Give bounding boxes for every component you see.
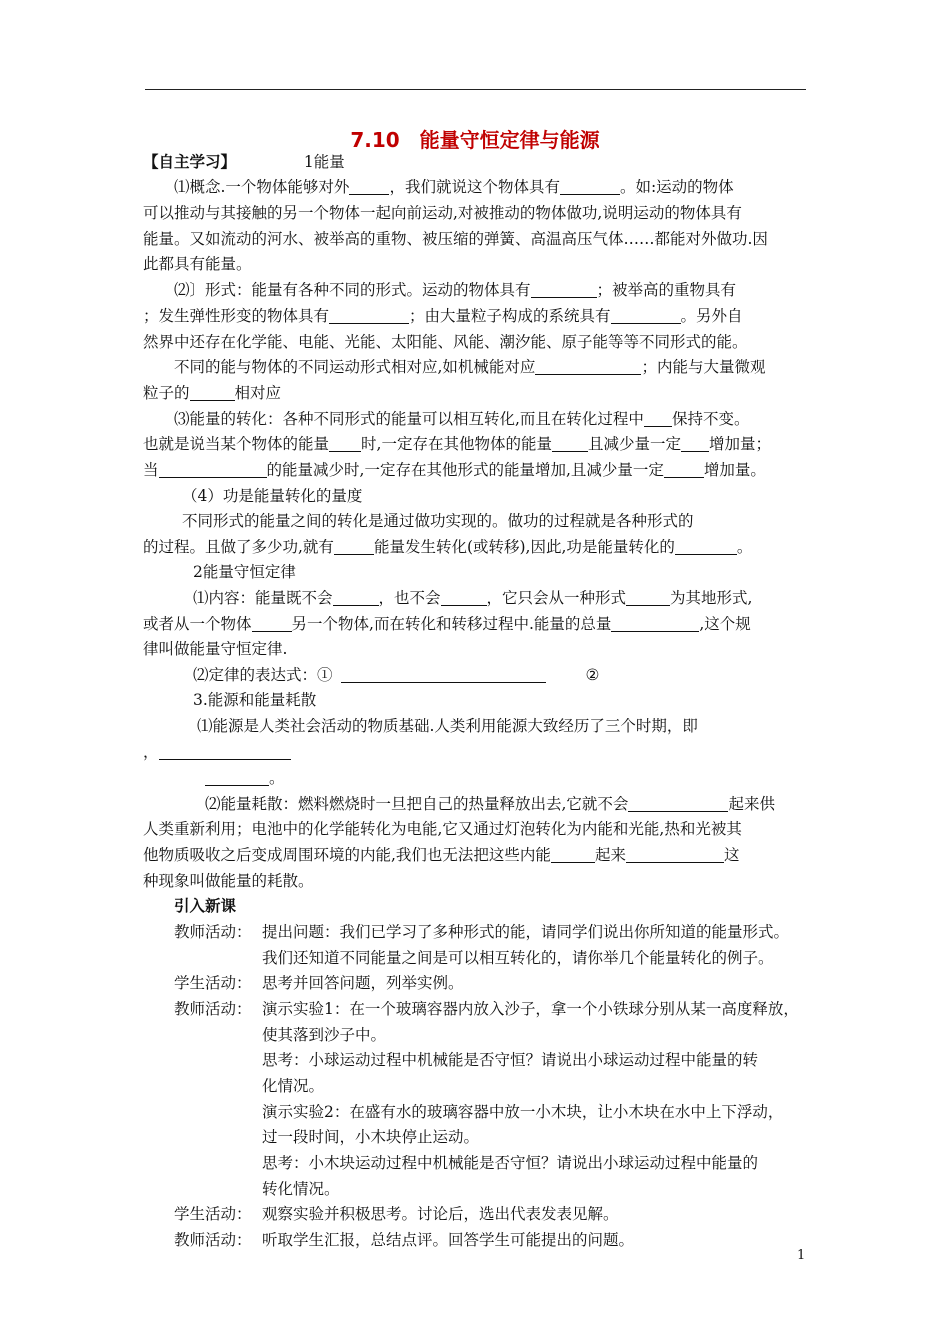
header-rule [145,89,806,90]
text-line: 学生活动： 思考并回答问题，列举实例。 [174,974,464,992]
text-line: 人类重新利用；电池中的化学能转化为电能,它又通过灯泡转化为内能和光能,热和光被其 [143,820,742,838]
text-line: 使其落到沙子中。 [262,1026,387,1044]
fill-blank[interactable] [329,437,361,452]
text-line: 的过程。且做了多少功,就有 能量发生转化(或转移),因此,功是能量转化的 。 [143,538,753,556]
fill-blank[interactable] [190,386,235,401]
text-line: 学生活动： 观察实验并积极思考。讨论后，选出代表发表见解。 [174,1205,619,1223]
text-line: 过一段时间，小木块停止运动。 [262,1128,480,1146]
text-line: 也就是说当某个物体的能量 时,一定存在其他物体的能量 且减少量一定 增加量； [143,435,771,453]
fill-blank[interactable] [333,591,379,606]
text-line: 教师活动： 提出问题：我们已学习了多种形式的能，请同学们说出你所知道的能量形式。 [174,923,790,941]
text-line: 不同形式的能量之间的转化是通过做功实现的。做功的过程就是各种形式的 [182,512,694,530]
text-line: 能量。又如流动的河水、被举高的重物、被压缩的弹簧、高温高压气体……都能对外做功.因 [143,230,768,248]
text-line: 3.能源和能量耗散 [193,691,317,709]
fill-blank[interactable] [644,412,672,427]
text-line [143,151,345,173]
fill-blank[interactable] [626,848,724,863]
page-title: 7.10 能量守恒定律与能源 [350,128,600,152]
fill-blank[interactable] [675,540,737,555]
fill-blank[interactable] [551,848,595,863]
text-line: ；发生弹性形变的物体具有 ；由大量粒子构成的系统具有 。另外自 [143,307,743,325]
text-line: 种现象叫做能量的耗散。 [143,872,314,890]
fill-blank[interactable] [334,540,374,555]
fill-blank[interactable] [159,463,267,478]
text-line: 不同的能与物体的不同运动形式相对应,如机械能对应 ；内能与大量微观 [174,358,766,376]
fill-blank[interactable] [535,360,641,375]
text-line: 思考：小球运动过程中机械能是否守恒？请说出小球运动过程中能量的转 [262,1051,759,1069]
text-line: ⑵〕形式：能量有各种不同的形式。运动的物体具有 ；被举高的重物具有 [174,281,737,299]
text-line: ⑶能量的转化：各种不同形式的能量可以相互转化,而且在转化过程中 保持不变。 [174,410,750,428]
text-line: 他物质吸收之后变成周围环境的内能,我们也无法把这些内能 起来 这 [143,846,740,864]
fill-blank[interactable] [441,591,487,606]
text-line: 我们还知道不同能量之间是可以相互转化的，请你举几个能量转化的例子。 [262,949,774,967]
fill-blank[interactable] [626,591,670,606]
text-line: 此都具有能量。 [143,255,252,273]
fill-blank[interactable] [628,797,728,812]
text-line: ⑴能源是人类社会活动的物质基础.人类利用能源大致经历了三个时期，即 [197,717,698,735]
text-line: ⑴内容：能量既不会 ，也不会 ，它只会从一种形式 为其地形式, [193,589,753,607]
text-line: 演示实验2：在盛有水的玻璃容器中放一小木块，让小木块在水中上下浮动， [262,1103,784,1121]
text-line: 2能量守恒定律 [193,563,296,581]
fill-blank[interactable] [329,309,409,324]
fill-blank[interactable] [252,617,292,632]
fill-blank[interactable] [681,437,709,452]
text-line: ⑴概念.一个物体能够对外 ，我们就说这个物体具有 。如:运动的物体 [174,178,734,196]
fill-blank[interactable] [611,617,699,632]
text-line: 当 的能量减少时,一定存在其他形式的能量增加,且减少量一定 增加量。 [143,461,766,479]
fill-blank[interactable] [560,180,620,195]
fill-blank[interactable] [349,180,389,195]
section-heading: 【自主学习】 [143,153,237,171]
fill-blank[interactable] [664,463,704,478]
text-line: 。 [205,767,285,789]
text-line: 粒子的 相对应 [143,384,282,402]
section-heading: 引入新课 [174,897,237,915]
text-line: 或者从一个物体 另一个物体,而在转化和转移过程中.能量的总量 ,这个规 [143,615,751,633]
text-line: ， [143,741,291,763]
fill-blank[interactable] [159,745,291,760]
text-line: 可以推动与其接触的另一个物体一起向前运动,对被推动的物体做功,说明运动的物体具有 [143,204,742,222]
subheading: 1能量 [303,153,345,171]
text-line: 教师活动： 演示实验1：在一个玻璃容器内放入沙子，拿一个小铁球分别从某一高度释放， [174,1000,799,1018]
text-line: 然界中还存在化学能、电能、光能、太阳能、风能、潮汐能、原子能等等不同形式的能。 [143,333,748,351]
text-line: （4）功是能量转化的量度 [182,487,363,505]
text-line: 思考：小木块运动过程中机械能是否守恒？请说出小球运动过程中能量的 [262,1154,759,1172]
fill-blank[interactable] [341,668,546,683]
fill-blank[interactable] [611,309,681,324]
fill-blank[interactable] [205,771,269,786]
text-line: 转化情况。 [262,1180,340,1198]
fill-blank[interactable] [531,283,597,298]
text-line: 教师活动： 听取学生汇报，总结点评。回答学生可能提出的问题。 [174,1231,635,1249]
text-line: ⑵定律的表达式：① ② [193,666,600,684]
text-line: ⑵能量耗散：燃料燃烧时一旦把自己的热量释放出去,它就不会 起来供 [205,795,775,813]
page-number: 1 [797,1248,806,1263]
fill-blank[interactable] [552,437,588,452]
text-line: 化情况。 [262,1077,325,1095]
text-line: 律叫做能量守恒定律. [143,640,288,658]
